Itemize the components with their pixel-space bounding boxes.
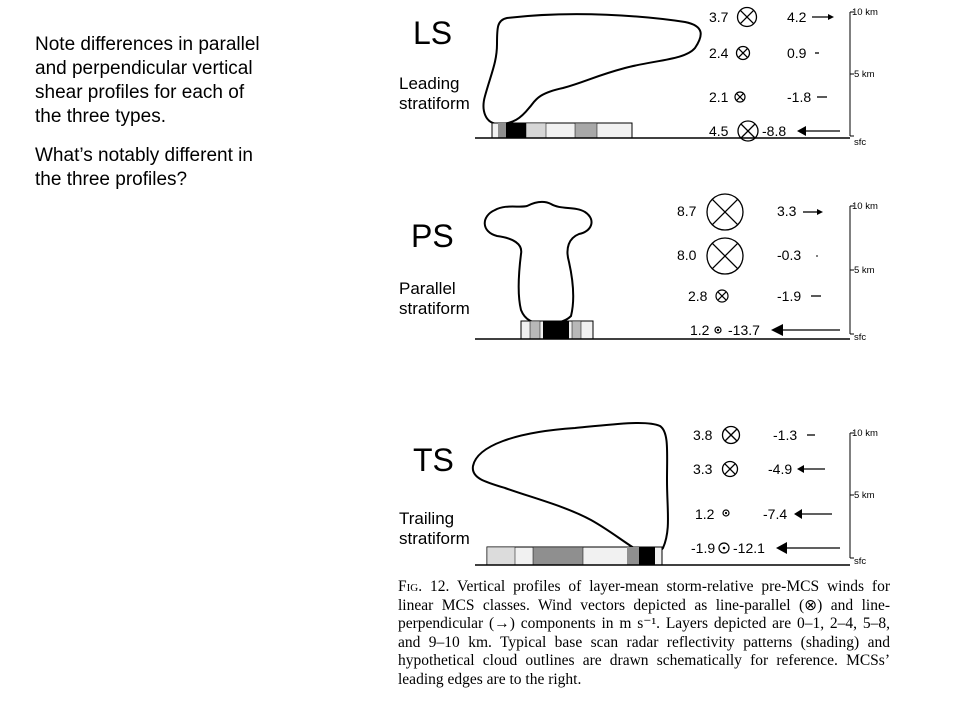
scale-mid-label: 5 km	[854, 69, 875, 80]
panel-name1-ts: Trailing	[399, 509, 455, 528]
perp-value: -0.3	[777, 247, 802, 263]
note-text	[35, 33, 275, 207]
panel-name2-ts: stratiform	[399, 529, 470, 548]
caption-figure-number: Fig. 12.	[398, 578, 450, 595]
scale-bottom-label: sfc	[854, 137, 867, 148]
par-value: 8.7	[677, 203, 697, 219]
cloud-outline-ls	[484, 14, 701, 124]
note-paragraph-2: What’s notably different in the three profiles?	[35, 145, 253, 190]
par-value: 3.3	[693, 461, 713, 477]
parallel-wind-icon	[707, 238, 743, 274]
mcs-wind-profile-figure	[385, 0, 905, 575]
perp-value: -7.4	[763, 506, 788, 522]
perp-value: -1.8	[787, 89, 812, 105]
panel-code-ts: TS	[413, 442, 454, 478]
panel-ls	[399, 7, 878, 148]
par-value: 3.8	[693, 427, 713, 443]
par-value: 2.8	[688, 288, 708, 304]
scale-mid-label: 5 km	[854, 265, 875, 276]
cloud-outline-ps	[485, 202, 592, 323]
perpendicular-wind-arrow	[797, 465, 825, 473]
perp-value: -1.3	[773, 427, 798, 443]
height-scale-ts	[850, 428, 878, 567]
parallel-wind-icon	[723, 510, 729, 516]
parallel-wind-icon	[738, 8, 757, 27]
scale-top-label: 10 km	[852, 428, 878, 439]
perpendicular-wind-arrow	[771, 324, 840, 336]
par-value: -1.9	[691, 540, 716, 556]
figure-caption	[398, 578, 890, 690]
panel-code-ps: PS	[411, 218, 454, 254]
parallel-wind-icon	[723, 462, 738, 477]
perp-value: -12.1	[733, 540, 765, 556]
perpendicular-wind-arrow	[797, 126, 840, 136]
panel-ps	[399, 194, 878, 343]
perp-value: -4.9	[768, 461, 793, 477]
scale-bottom-label: sfc	[854, 332, 867, 343]
par-value: 4.5	[709, 123, 729, 139]
scale-top-label: 10 km	[852, 201, 878, 212]
panel-name1-ps: Parallel	[399, 279, 456, 298]
panel-name2-ls: stratiform	[399, 94, 470, 113]
height-scale-ls	[850, 7, 878, 148]
scale-top-label: 10 km	[852, 7, 878, 18]
cloud-outline-ts	[473, 423, 668, 554]
scale-bottom-label: sfc	[854, 556, 867, 567]
parallel-wind-icon	[735, 92, 745, 102]
radar-bar-ts	[487, 547, 662, 565]
par-value: 3.7	[709, 9, 729, 25]
parallel-wind-icon	[723, 427, 740, 444]
parallel-wind-icon	[716, 290, 728, 302]
perpendicular-wind-arrow	[776, 542, 840, 554]
panel-name1-ls: Leading	[399, 74, 460, 93]
parallel-wind-icon	[707, 194, 743, 230]
radar-bar-ls	[492, 123, 632, 138]
radar-bar-ps	[521, 321, 593, 339]
perp-value: -8.8	[762, 123, 787, 139]
perp-value: 3.3	[777, 203, 797, 219]
par-value: 2.4	[709, 45, 729, 61]
scale-mid-label: 5 km	[854, 490, 875, 501]
perpendicular-wind-arrow	[803, 209, 823, 215]
height-scale-ps	[850, 201, 878, 343]
perp-value: 0.9	[787, 45, 807, 61]
perpendicular-wind-arrow	[794, 509, 832, 519]
parallel-wind-icon	[737, 47, 750, 60]
par-value: 1.2	[695, 506, 715, 522]
parallel-wind-icon	[719, 543, 729, 553]
panel-code-ls: LS	[413, 15, 453, 51]
perp-value: -13.7	[728, 322, 760, 338]
panel-ts	[399, 423, 878, 567]
parallel-wind-icon	[715, 327, 721, 333]
perp-value: 4.2	[787, 9, 807, 25]
panel-name2-ps: stratiform	[399, 299, 470, 318]
note-paragraph-1: Note differences in parallel and perpendicular vertical shear profiles for each of the three types.	[35, 34, 260, 127]
perpendicular-wind-arrow	[812, 14, 834, 20]
perp-value: -1.9	[777, 288, 802, 304]
par-value: 1.2	[690, 322, 710, 338]
caption-body: Vertical profiles of layer-mean storm-relative pre-MCS winds for linear MCS classes. Wind vectors depicted as line-parallel (⊗) and line-perpendicular (→) components in m s⁻¹. Layers depicted are 0–1, 2–4, 5–8, and 9–10 km. Typical base scan radar reflectivity patterns (shading) and hypothetical cloud outlines are drawn schematically for reference. MCSs’ leading edges are to the right.	[398, 578, 890, 688]
par-value: 2.1	[709, 89, 729, 105]
par-value: 8.0	[677, 247, 697, 263]
